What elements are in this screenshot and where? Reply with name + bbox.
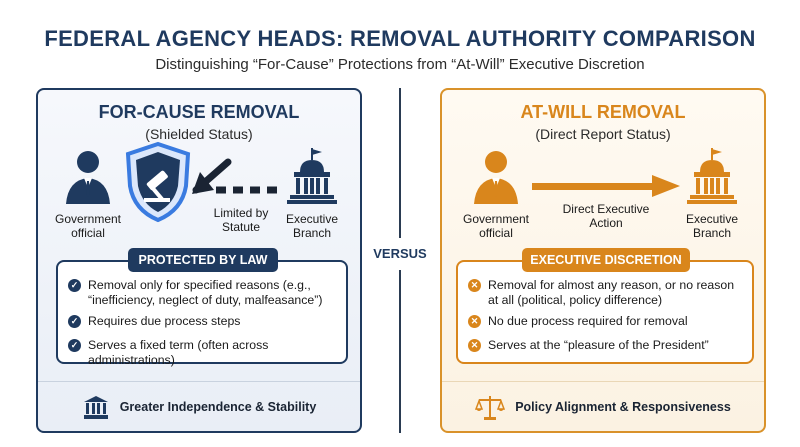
x-icon: ✕ bbox=[468, 339, 481, 352]
right-branch-label bbox=[674, 212, 750, 240]
list-item-text: Removal only for specified reasons (e.g., “inefficiency, neglect of duty, malfeasance”) bbox=[88, 278, 323, 307]
list-item-text: Requires due process steps bbox=[88, 314, 241, 328]
pillar-building-icon bbox=[82, 394, 110, 420]
right-branch-line1: Executive bbox=[685, 212, 739, 226]
x-icon: ✕ bbox=[468, 279, 481, 292]
list-item-text: No due process required for removal bbox=[488, 314, 688, 328]
versus-label: VERSUS bbox=[373, 246, 427, 261]
right-official-label bbox=[456, 212, 536, 240]
left-branch-line2: Branch bbox=[292, 226, 332, 240]
right-official-line1: Government bbox=[462, 212, 530, 226]
page-subtitle: Distinguishing “For-Cause” Protections from “At-Will” Executive Discretion bbox=[155, 56, 645, 73]
for-cause-subtitle: (Shielded Status) bbox=[145, 126, 253, 142]
at-will-list bbox=[456, 260, 754, 364]
right-branch-line2: Branch bbox=[692, 226, 732, 240]
center-divider-top bbox=[399, 88, 401, 238]
for-cause-list bbox=[56, 260, 348, 367]
person-icon bbox=[64, 148, 112, 204]
left-branch-label bbox=[274, 212, 350, 240]
list-item bbox=[68, 338, 340, 368]
list-item bbox=[468, 314, 744, 329]
check-icon: ✓ bbox=[68, 339, 81, 352]
right-arrow-line1: Direct Executive bbox=[562, 202, 650, 216]
left-arrow-line2: Statute bbox=[221, 220, 261, 234]
for-cause-footer-text: Greater Independence & Stability bbox=[119, 399, 317, 414]
shield-gavel-icon bbox=[122, 140, 194, 224]
at-will-subtitle: (Direct Report Status) bbox=[535, 126, 671, 142]
x-icon: ✕ bbox=[468, 315, 481, 328]
list-item bbox=[68, 314, 340, 329]
for-cause-footer bbox=[38, 381, 360, 431]
scales-icon bbox=[475, 393, 505, 421]
capitol-icon bbox=[684, 146, 740, 204]
limited-arrow-icon bbox=[188, 150, 288, 210]
for-cause-panel bbox=[36, 88, 362, 433]
check-icon: ✓ bbox=[68, 279, 81, 292]
list-item bbox=[468, 338, 744, 353]
list-item bbox=[68, 278, 340, 308]
right-arrow-line2: Action bbox=[589, 216, 623, 230]
left-official-line2: official bbox=[71, 226, 105, 240]
person-icon bbox=[472, 148, 520, 204]
left-official-label bbox=[48, 212, 128, 240]
list-item-text: Serves a fixed term (often across administrations) bbox=[88, 338, 269, 367]
check-icon: ✓ bbox=[68, 315, 81, 328]
for-cause-title: FOR-CAUSE REMOVAL bbox=[98, 102, 300, 122]
at-will-title: AT-WILL REMOVAL bbox=[520, 102, 686, 122]
left-arrow-line1: Limited by bbox=[213, 206, 269, 220]
left-arrow-label bbox=[206, 206, 276, 234]
list-item bbox=[468, 278, 744, 308]
right-official-line2: official bbox=[479, 226, 513, 240]
capitol-icon bbox=[284, 146, 340, 204]
left-official-line1: Government bbox=[54, 212, 122, 226]
page-title: FEDERAL AGENCY HEADS: REMOVAL AUTHORITY COMPARISON bbox=[44, 26, 756, 51]
at-will-panel bbox=[440, 88, 766, 433]
left-branch-line1: Executive bbox=[285, 212, 339, 226]
at-will-footer bbox=[442, 381, 764, 431]
at-will-footer-text: Policy Alignment & Responsiveness bbox=[515, 399, 731, 414]
center-divider-bottom bbox=[399, 270, 401, 433]
right-arrow-label bbox=[546, 202, 666, 230]
direct-arrow-icon bbox=[532, 174, 682, 198]
list-item-text: Removal for almost any reason, or no reason at all (political, policy difference) bbox=[488, 278, 735, 307]
list-item-text: Serves at the “pleasure of the President” bbox=[488, 338, 709, 352]
executive-discretion-badge: EXECUTIVE DISCRETION bbox=[522, 248, 690, 272]
protected-by-law-badge: PROTECTED BY LAW bbox=[128, 248, 278, 272]
